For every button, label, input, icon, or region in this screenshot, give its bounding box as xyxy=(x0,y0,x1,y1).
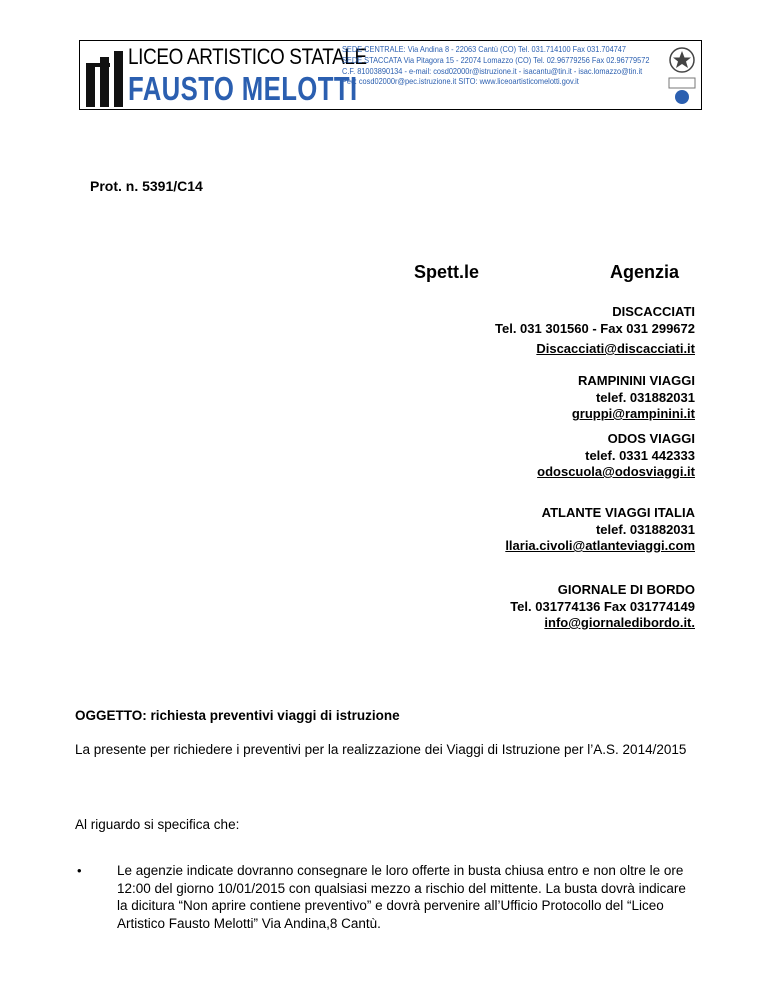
bullet-icon: • xyxy=(77,863,82,878)
agency-block xyxy=(510,582,695,632)
recipient-type: Agenzia xyxy=(610,262,680,282)
protocol-number: Prot. n. 5391/C14 xyxy=(90,178,203,194)
school-logo-icon xyxy=(84,49,124,107)
info-line: Pec: cosd02000r@pec.istruzione.it SITO: www.liceoartisticomelotti.gov.it xyxy=(342,76,579,87)
agency-block xyxy=(505,505,695,555)
agency-contact: telef. 0331 442333 xyxy=(585,447,695,463)
info-line: SEDE CENTRALE: Via Andina 8 - 22063 Cantù (CO) Tel. 031.714100 Fax 031.704747 xyxy=(342,44,627,54)
letter-subject: OGGETTO: richiesta preventivi viaggi di istruzione xyxy=(75,708,400,723)
requirements-list xyxy=(75,862,695,932)
specification-intro: Al riguardo si specifica che: xyxy=(75,817,240,832)
agency-email-link[interactable]: llaria.civoli@atlanteviaggi.com xyxy=(505,538,695,553)
agency-contact: Tel. 031774136 Fax 031774149 xyxy=(510,598,695,614)
agency-email-link[interactable]: info@giornaledibordo.it. xyxy=(544,615,695,630)
agency-contact: Tel. 031 301560 - Fax 031 299672 xyxy=(495,320,695,336)
list-item xyxy=(75,862,695,932)
agency-block xyxy=(572,373,695,423)
letterhead xyxy=(79,40,702,110)
recipient-salutation: Spett.le xyxy=(414,262,480,282)
agency-block xyxy=(495,304,695,358)
agency-name: DISCACCIATI xyxy=(612,304,695,319)
agency-contact: telef. 031882031 xyxy=(595,389,695,405)
school-name-line2: FAUSTO MELOTTI xyxy=(128,70,358,107)
agency-name: RAMPININI VIAGGI xyxy=(577,373,695,388)
school-name-line1: LICEO ARTISTICO STATALE xyxy=(128,44,367,69)
agency-name: GIORNALE DI BORDO xyxy=(557,582,695,597)
italian-republic-emblem-icon xyxy=(665,44,699,106)
agency-email-link[interactable]: Discacciati@discacciati.it xyxy=(536,341,695,356)
school-contact-info xyxy=(342,44,650,87)
intro-paragraph: La presente per richiedere i preventivi per la realizzazione dei Viaggi di Istruzione per l’A.S. 2014/2015 xyxy=(75,742,687,757)
agency-contact: telef. 031882031 xyxy=(595,521,695,537)
list-item-text: Le agenzie indicate dovranno consegnare le loro offerte in busta chiusa entro e non oltre le ore 12:00 del giorno 10/01/2015 con qualsiasi mezzo a rischio del mittente. La busta dovrà indicare la dicitura “Non aprire contiene preventivo” e dovrà pervenire all’Ufficio Protocollo del “Liceo Artistico Fausto Melotti” Via Andina,8 Cantù. xyxy=(117,863,686,931)
agency-name: ATLANTE VIAGGI ITALIA xyxy=(541,505,695,520)
info-line: C.F. 81003890134 - e-mail: cosd02000r@istruzione.it - isacantu@tin.it - isac.lomazzo@tin.it xyxy=(342,65,643,76)
agency-email-link[interactable]: gruppi@rampinini.it xyxy=(571,406,695,421)
agency-block xyxy=(537,431,695,481)
info-line: SEDE STACCATA Via Pitagora 15 - 22074 Lomazzo (CO) Tel. 02.96779256 Fax 02.96779572 xyxy=(342,54,650,65)
agency-email-link[interactable]: odoscuola@odosviaggi.it xyxy=(537,464,695,479)
agency-name: ODOS VIAGGI xyxy=(607,431,695,446)
